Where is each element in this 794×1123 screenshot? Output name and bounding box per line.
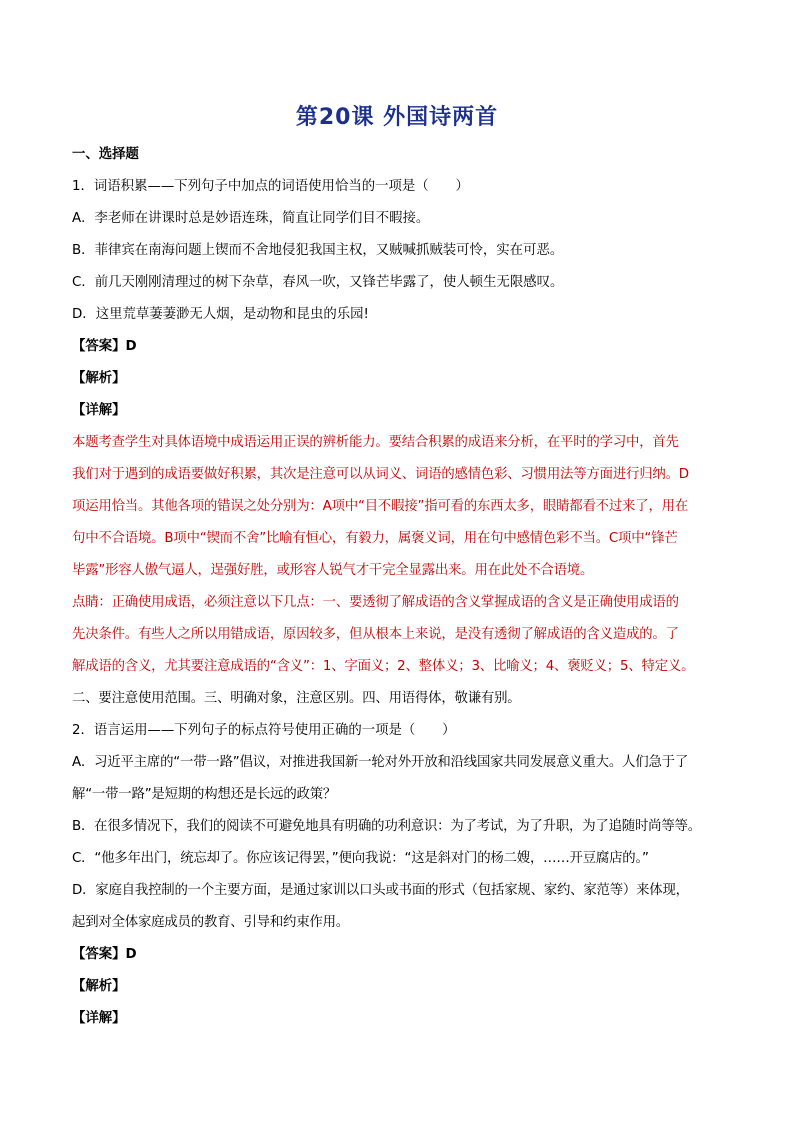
explanation-line: 点睛：正确使用成语，必须注意以下几点：一、要透彻了解成语的含义掌握成语的含义是正确使用成语的 (72, 595, 679, 610)
explanation-line: 句中不合语境。B项中“锲而不舍”比喻有恒心，有毅力，属褒义词，用在句中感情色彩不当。C项中“锋芒 (72, 531, 678, 546)
explanation-line: 先决条件。有些人之所以用错成语，原因较多，但从根本上来说，是没有透彻了解成语的含义造成的。了 (72, 627, 679, 642)
question-1-stem: 1．词语积累——下列句子中加点的词语使用恰当的一项是（ ） (72, 179, 469, 194)
question-1-option-a: A．李老师在讲课时总是妙语连珠，简直让同学们目不暇接。 (72, 211, 430, 226)
question-1-analysis-label: 【解析】 (72, 371, 126, 386)
question-2-option-line: C．“他多年出门，统忘却了。你应该记得罢，”便向我说：“这是斜对门的杨二嫂，……开豆腐店的。” (72, 851, 649, 866)
question-1-option-b: B．菲律宾在南海问题上锲而不舍地侵犯我国主权，又贼喊抓贼装可怜，实在可恶。 (72, 243, 564, 258)
question-1-answer: 【答案】D (72, 339, 137, 354)
question-1-option-d: D．这里荒草萋萋渺无人烟，是动物和昆虫的乐园! (72, 307, 369, 322)
explanation-line: 本题考查学生对具体语境中成语运用正误的辨析能力。要结合积累的成语来分析，在平时的学习中，首先 (72, 435, 679, 450)
question-2-analysis-label: 【解析】 (72, 979, 126, 994)
question-2-option-line: A．习近平主席的“一带一路”倡议，对推进我国新一轮对外开放和沿线国家共同发展意义重大。人们急于了 (72, 755, 689, 770)
question-2-option-line: B．在很多情况下，我们的阅读不可避免地具有明确的功利意识：为了考试，为了升职，为了追随时尚等等。 (72, 819, 701, 834)
question-1-option-c: C．前几天刚刚清理过的树下杂草，春风一吹，又锋芒毕露了，使人顿生无限感叹。 (72, 275, 564, 290)
question-2-answer: 【答案】D (72, 947, 137, 962)
question-2-option-line: 解“一带一路”是短期的构想还是长远的政策？ (72, 787, 337, 802)
section-heading: 一、选择题 (72, 147, 139, 162)
page-title: 第20课 外国诗两首 (295, 105, 499, 130)
question-1-detail-label: 【详解】 (72, 403, 126, 418)
explanation-line: 二、要注意使用范围。三、明确对象，注意区别。四、用语得体，敬谦有别。 (72, 691, 521, 706)
question-2-option-line: D．家庭自我控制的一个主要方面，是通过家训以口头或书面的形式（包括家规、家约、家范等）来体现， (72, 883, 689, 898)
explanation-line: 项运用恰当。其他各项的错误之处分别为：A项中“目不暇接”指可看的东西太多，眼睛都看不过来了，用在 (72, 499, 689, 514)
explanation-line: 解成语的含义，尤其要注意成语的“含义”：1、字面义；2、整体义；3、比喻义；4、褒贬义；5、特定义。 (72, 659, 695, 674)
question-2-option-line: 起到对全体家庭成员的教育、引导和约束作用。 (72, 915, 350, 930)
question-2-detail-label: 【详解】 (72, 1011, 126, 1026)
explanation-line: 我们对于遇到的成语要做好积累，其次是注意可以从词义、词语的感情色彩、习惯用法等方面进行归纳。D (72, 467, 689, 482)
explanation-line: 毕露”形容人傲气逼人，逞强好胜，或形容人锐气才干完全显露出来。用在此处不合语境。 (72, 563, 594, 578)
question-2-stem: 2．语言运用——下列句子的标点符号使用正确的一项是（ ） (72, 723, 456, 738)
